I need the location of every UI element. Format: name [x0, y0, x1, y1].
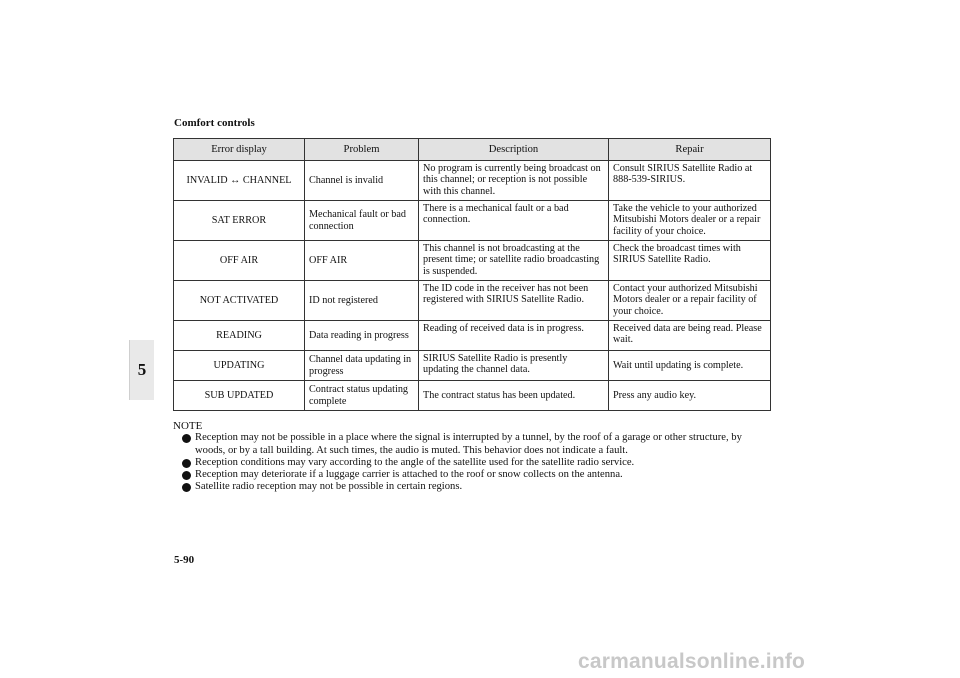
note-list	[173, 432, 773, 493]
table-row	[174, 161, 771, 201]
description-cell: There is a mechanical fault or a bad connection.	[419, 201, 609, 241]
col-header-repair: Repair	[609, 139, 771, 161]
repair-cell: Press any audio key.	[609, 381, 771, 411]
bullet-icon	[182, 459, 191, 468]
table-row	[174, 201, 771, 241]
note-text: Reception may deteriorate if a luggage carrier is attached to the roof or snow collects on the antenna.	[195, 469, 623, 481]
description-cell: The contract status has been updated.	[419, 381, 609, 411]
list-item	[173, 432, 773, 457]
error-display-cell: INVALID ↔ CHANNEL	[174, 161, 305, 201]
description-cell: The ID code in the receiver has not been registered with SIRIUS Satellite Radio.	[419, 281, 609, 321]
description-cell: No program is currently being broadcast on this channel; or reception is not possible with this channel.	[419, 161, 609, 201]
problem-cell: ID not registered	[305, 281, 419, 321]
repair-cell: Consult SIRIUS Satellite Radio at 888-539-SIRIUS.	[609, 161, 771, 201]
error-display-cell: OFF AIR	[174, 241, 305, 281]
table-row	[174, 351, 771, 381]
repair-cell: Check the broadcast times with SIRIUS Satellite Radio.	[609, 241, 771, 281]
error-display-cell: SAT ERROR	[174, 201, 305, 241]
table-row	[174, 381, 771, 411]
section-title: Comfort controls	[174, 117, 255, 129]
bullet-icon	[182, 434, 191, 443]
error-display-cell: NOT ACTIVATED	[174, 281, 305, 321]
problem-cell: Contract status updating complete	[305, 381, 419, 411]
bullet-icon	[182, 471, 191, 480]
problem-cell: OFF AIR	[305, 241, 419, 281]
bullet-icon	[182, 483, 191, 492]
repair-cell: Received data are being read. Please wait.	[609, 321, 771, 351]
problem-cell: Mechanical fault or bad connection	[305, 201, 419, 241]
table-row	[174, 281, 771, 321]
problem-cell: Channel data updating in progress	[305, 351, 419, 381]
repair-cell: Contact your authorized Mitsubishi Motors dealer or a repair facility of your choice.	[609, 281, 771, 321]
table-row	[174, 321, 771, 351]
note-title: NOTE	[173, 420, 203, 432]
error-display-cell: UPDATING	[174, 351, 305, 381]
table-header-row	[174, 139, 771, 161]
col-header-problem: Problem	[305, 139, 419, 161]
col-header-error-display: Error display	[174, 139, 305, 161]
col-header-description: Description	[419, 139, 609, 161]
table-row	[174, 241, 771, 281]
note-text: Reception conditions may vary according to the angle of the satellite used for the satellite radio service.	[195, 456, 635, 468]
error-display-cell: READING	[174, 321, 305, 351]
description-cell: This channel is not broadcasting at the present time; or satellite radio broadcasting is suspended.	[419, 241, 609, 281]
list-item	[173, 457, 773, 469]
description-cell: Reading of received data is in progress.	[419, 321, 609, 351]
page-number: 5-90	[174, 554, 195, 566]
chapter-number: 5	[137, 360, 147, 379]
list-item	[173, 481, 773, 493]
problem-cell: Channel is invalid	[305, 161, 419, 201]
problem-cell: Data reading in progress	[305, 321, 419, 351]
error-display-cell: SUB UPDATED	[174, 381, 305, 411]
chapter-tab	[129, 340, 154, 400]
repair-cell: Take the vehicle to your authorized Mitsubishi Motors dealer or a repair facility of your choice.	[609, 201, 771, 241]
note-text: Reception may not be possible in a place where the signal is interrupted by a tunnel, by the roof of a garage or other structure, by woods, or by a tall building. At such times, the audio is muted. This behavior does not indicate a fault.	[195, 432, 742, 456]
error-table	[173, 138, 771, 411]
repair-cell: Wait until updating is complete.	[609, 351, 771, 381]
list-item	[173, 469, 773, 481]
note-text: Satellite radio reception may not be possible in certain regions.	[195, 481, 463, 493]
description-cell: SIRIUS Satellite Radio is presently updating the channel data.	[419, 351, 609, 381]
watermark: carmanualsonline.info	[578, 650, 806, 673]
note-section	[173, 420, 773, 494]
